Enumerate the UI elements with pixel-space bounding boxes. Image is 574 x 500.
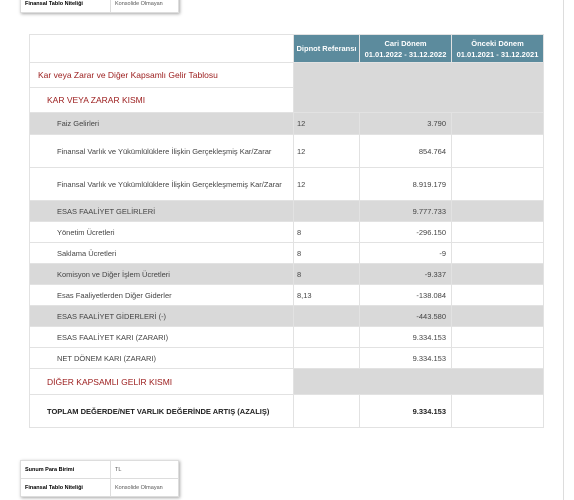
bottom-info-table	[20, 460, 179, 497]
presentation-currency-label: Sunum Para Birimi	[21, 461, 111, 479]
financial-statement-nature-label: Finansal Tablo Niteliği	[21, 479, 111, 497]
current-period-header: Cari Dönem 01.01.2022 - 31.12.2022	[360, 35, 452, 63]
table-row: Faiz Gelirleri 12 3.790	[30, 113, 544, 135]
table-row: Finansal Varlık ve Yükümlülüklere İlişkin Gerçekleşmemiş Kar/Zarar 12 8.919.179	[30, 168, 544, 201]
table-title: Kar veya Zarar ve Diğer Kapsamlı Gelir Tablosu	[30, 63, 294, 88]
table-row: Yönetim Ücretleri 8 -296.150	[30, 222, 544, 243]
top-info-table	[20, 0, 179, 13]
table-row: NET DÖNEM KARI (ZARARI) 9.334.153	[30, 348, 544, 369]
table-row: Saklama Ücretleri 8 -9	[30, 243, 544, 264]
presentation-currency-value: TL	[111, 461, 179, 479]
other-comprehensive-section-row	[30, 369, 544, 395]
table-row: Komisyon ve Diğer İşlem Ücretleri 8 -9.337	[30, 264, 544, 285]
other-comprehensive-section-title: DİĞER KAPSAMLI GELİR KISMI	[30, 369, 294, 395]
income-statement-table	[29, 34, 544, 428]
financial-statement-nature-value: Konsolide Olmayan	[111, 0, 179, 13]
previous-period-header: Önceki Dönem 01.01.2021 - 31.12.2021	[452, 35, 544, 63]
header-row	[30, 35, 544, 63]
ref-column-header: Dipnot Referansı	[294, 35, 360, 63]
right-divider	[563, 0, 564, 500]
table-row: Finansal Varlık ve Yükümlülüklere İlişkin Gerçekleşmiş Kar/Zarar 12 854.764	[30, 135, 544, 168]
table-row: ESAS FAALİYET GELİRLERİ 9.777.733	[30, 201, 544, 222]
table-row: Esas Faaliyetlerden Diğer Giderler 8,13 -138.084	[30, 285, 544, 306]
financial-statement-nature-value: Konsolide Olmayan	[111, 479, 179, 497]
title-row	[30, 63, 544, 88]
financial-statement-nature-label: Finansal Tablo Niteliği	[21, 0, 111, 13]
profit-loss-section-title: KAR VEYA ZARAR KISMI	[30, 88, 294, 113]
total-row: TOPLAM DEĞERDE/NET VARLIK DEĞERİNDE ARTIŞ (AZALIŞ) 9.334.153	[30, 395, 544, 428]
table-row: ESAS FAALİYET KARI (ZARARI) 9.334.153	[30, 327, 544, 348]
table-row: ESAS FAALİYET GİDERLERİ (-) -443.580	[30, 306, 544, 327]
